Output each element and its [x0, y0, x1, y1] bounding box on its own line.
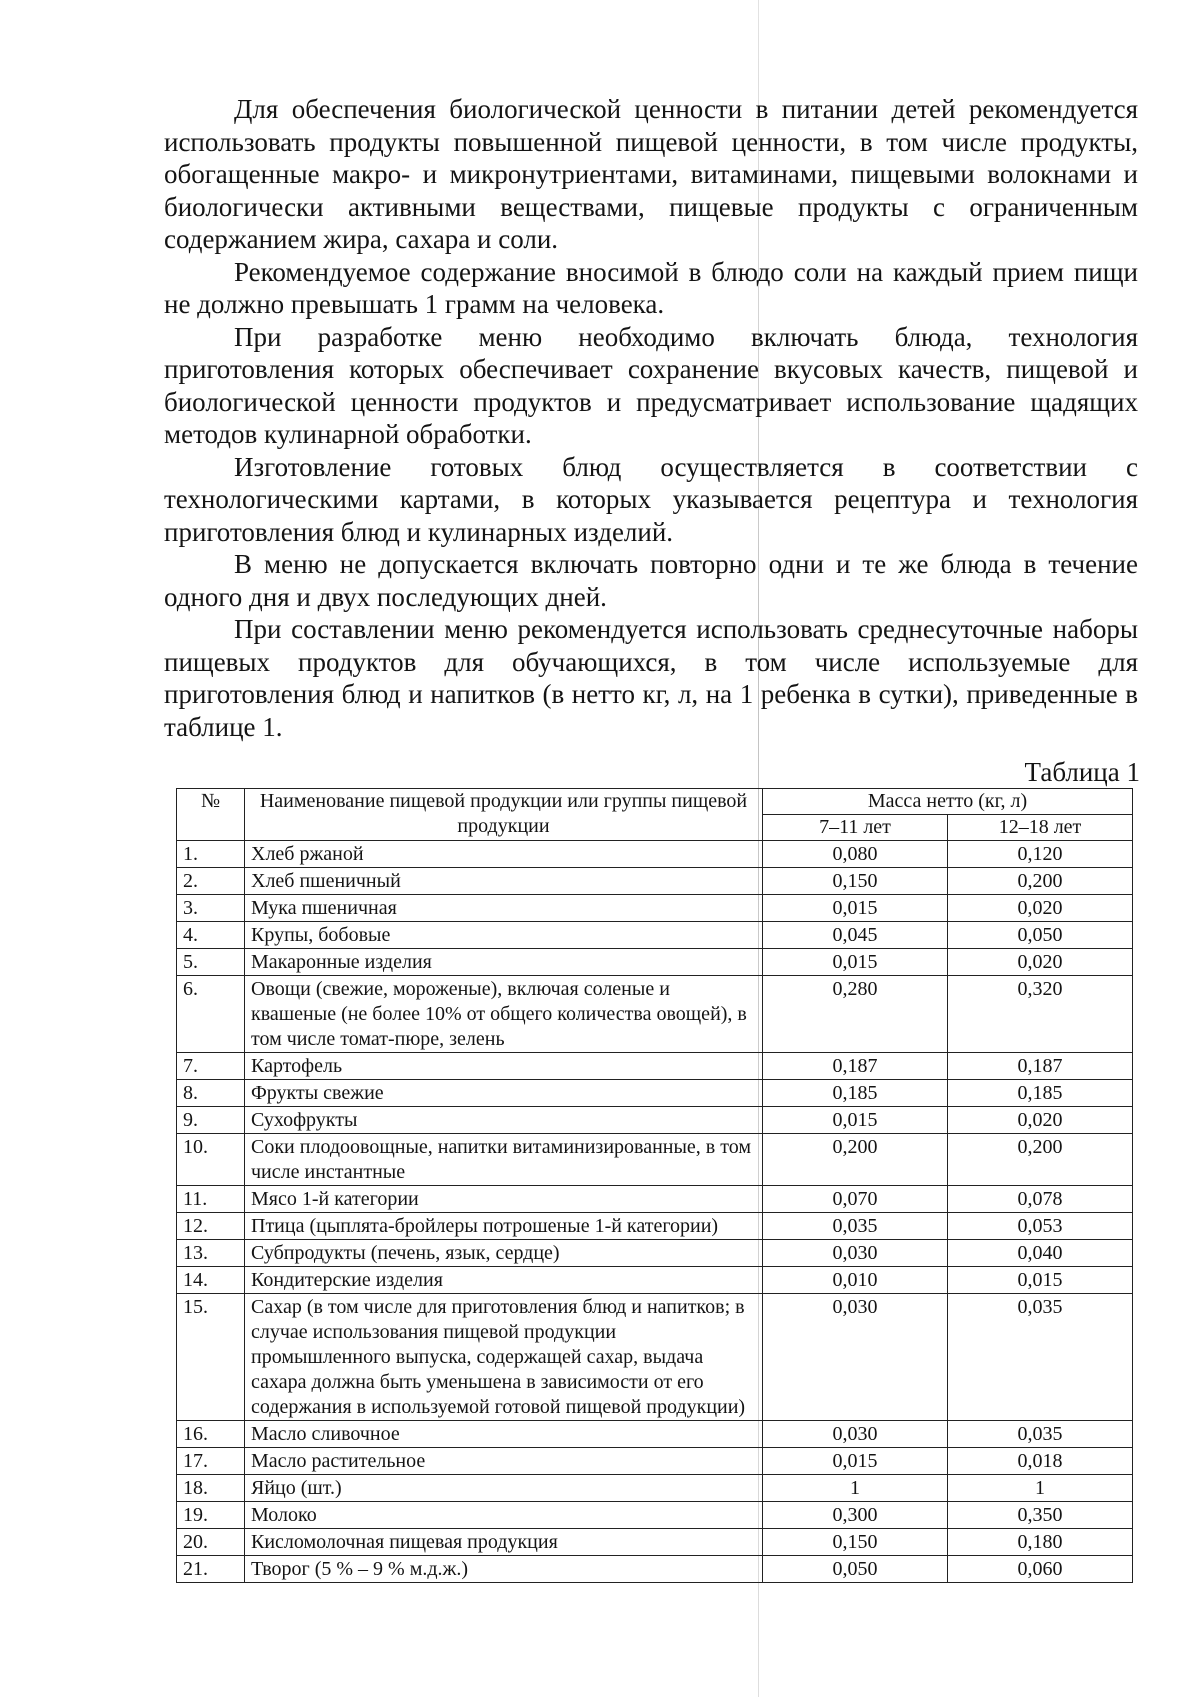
row-number-cell: 20.: [177, 1529, 245, 1556]
product-name-cell: Кондитерские изделия: [245, 1267, 763, 1294]
table-row: [177, 1080, 1133, 1107]
mass-7-11-cell: 0,015: [763, 949, 948, 976]
row-number-cell: 17.: [177, 1448, 245, 1475]
table-header-row: [177, 789, 1133, 815]
table-row: [177, 1053, 1133, 1080]
table-row: [177, 1502, 1133, 1529]
mass-12-18-cell: 0,020: [948, 895, 1133, 922]
paragraph-salt: Рекомендуемое содержание вносимой в блюдо соли на каждый прием пищи не должно превышать 1 грамм на человека.: [164, 256, 1138, 319]
column-header-age-7-11: 7–11 лет: [763, 815, 948, 841]
mass-7-11-cell: 0,150: [763, 868, 948, 895]
row-number-cell: 18.: [177, 1475, 245, 1502]
row-number-cell: 15.: [177, 1294, 245, 1421]
paragraph-no-repeat: В меню не допускается включать повторно одни и те же блюда в течение одного дня и двух последующих дней.: [164, 549, 1138, 612]
column-header-number: №: [177, 789, 245, 841]
table-row: [177, 841, 1133, 868]
product-name-cell: Субпродукты (печень, язык, сердце): [245, 1240, 763, 1267]
column-header-mass: Масса нетто (кг, л): [763, 789, 1133, 815]
mass-12-18-cell: 0,060: [948, 1556, 1133, 1583]
product-name-cell: Фрукты свежие: [245, 1080, 763, 1107]
mass-7-11-cell: 0,015: [763, 1107, 948, 1134]
product-name-cell: Мука пшеничная: [245, 895, 763, 922]
table-row: [177, 1421, 1133, 1448]
mass-7-11-cell: 0,050: [763, 1556, 948, 1583]
paragraph-menu-development: При разработке меню необходимо включать блюда, технология приготовления которых обеспечивает сохранение вкусовых качеств, пищевой и биологической ценности продуктов и предусматривает использование щадящих методов кулинарной обработки.: [164, 321, 1138, 449]
mass-12-18-cell: 0,350: [948, 1502, 1133, 1529]
mass-7-11-cell: 0,045: [763, 922, 948, 949]
row-number-cell: 10.: [177, 1134, 245, 1186]
row-number-cell: 5.: [177, 949, 245, 976]
product-name-cell: Сухофрукты: [245, 1107, 763, 1134]
row-number-cell: 8.: [177, 1080, 245, 1107]
product-name-cell: Хлеб пшеничный: [245, 868, 763, 895]
mass-12-18-cell: 0,187: [948, 1053, 1133, 1080]
row-number-cell: 1.: [177, 841, 245, 868]
mass-12-18-cell: 0,200: [948, 868, 1133, 895]
row-number-cell: 4.: [177, 922, 245, 949]
product-name-cell: Мясо 1-й категории: [245, 1186, 763, 1213]
product-name-cell: Макаронные изделия: [245, 949, 763, 976]
table-row: [177, 1448, 1133, 1475]
table-row: [177, 976, 1133, 1053]
table-row: [177, 1186, 1133, 1213]
table-body: [177, 841, 1133, 1583]
mass-7-11-cell: 0,030: [763, 1421, 948, 1448]
mass-12-18-cell: 0,180: [948, 1529, 1133, 1556]
table-row: [177, 1134, 1133, 1186]
column-header-name: Наименование пищевой продукции или группы пищевой продукции: [245, 789, 763, 841]
product-name-cell: Молоко: [245, 1502, 763, 1529]
row-number-cell: 3.: [177, 895, 245, 922]
product-name-cell: Овощи (свежие, мороженые), включая соленые и квашеные (не более 10% от общего количества овощей), в том числе томат-пюре, зелень: [245, 976, 763, 1053]
mass-12-18-cell: 0,320: [948, 976, 1133, 1053]
row-number-cell: 2.: [177, 868, 245, 895]
table-row: [177, 949, 1133, 976]
mass-12-18-cell: 0,035: [948, 1421, 1133, 1448]
mass-7-11-cell: 0,080: [763, 841, 948, 868]
body-text: [164, 93, 1138, 743]
paragraph-technological-cards: Изготовление готовых блюд осуществляется в соответствии с технологическими картами, в которых указывается рецептура и технология приготовления блюд и кулинарных изделий.: [164, 451, 1138, 547]
table-row: [177, 868, 1133, 895]
mass-12-18-cell: 0,200: [948, 1134, 1133, 1186]
mass-7-11-cell: 0,150: [763, 1529, 948, 1556]
mass-7-11-cell: 0,015: [763, 1448, 948, 1475]
row-number-cell: 21.: [177, 1556, 245, 1583]
table-row: [177, 1294, 1133, 1421]
mass-12-18-cell: 0,078: [948, 1186, 1133, 1213]
product-name-cell: Хлеб ржаной: [245, 841, 763, 868]
mass-12-18-cell: 0,015: [948, 1267, 1133, 1294]
mass-7-11-cell: 0,030: [763, 1294, 948, 1421]
mass-7-11-cell: 0,280: [763, 976, 948, 1053]
mass-7-11-cell: 0,200: [763, 1134, 948, 1186]
product-name-cell: Кисломолочная пищевая продукция: [245, 1529, 763, 1556]
mass-7-11-cell: 0,015: [763, 895, 948, 922]
mass-12-18-cell: 1: [948, 1475, 1133, 1502]
table-row: [177, 1556, 1133, 1583]
mass-12-18-cell: 0,018: [948, 1448, 1133, 1475]
mass-12-18-cell: 0,050: [948, 922, 1133, 949]
table-row: [177, 1107, 1133, 1134]
product-name-cell: Масло сливочное: [245, 1421, 763, 1448]
mass-12-18-cell: 0,053: [948, 1213, 1133, 1240]
row-number-cell: 19.: [177, 1502, 245, 1529]
table-row: [177, 895, 1133, 922]
mass-7-11-cell: 0,030: [763, 1240, 948, 1267]
mass-12-18-cell: 0,185: [948, 1080, 1133, 1107]
table-row: [177, 922, 1133, 949]
row-number-cell: 7.: [177, 1053, 245, 1080]
mass-7-11-cell: 0,187: [763, 1053, 948, 1080]
table-row: [177, 1240, 1133, 1267]
mass-7-11-cell: 0,035: [763, 1213, 948, 1240]
product-name-cell: Сахар (в том числе для приготовления блюд и напитков; в случае использования пищевой продукции промышленного выпуска, содержащей сахар, выдача сахара должна быть уменьшена в зависимости от его содержания в используемой готовой пищевой продукции): [245, 1294, 763, 1421]
product-name-cell: Картофель: [245, 1053, 763, 1080]
table-row: [177, 1267, 1133, 1294]
product-name-cell: Масло растительное: [245, 1448, 763, 1475]
table-row: [177, 1529, 1133, 1556]
product-name-cell: Крупы, бобовые: [245, 922, 763, 949]
row-number-cell: 13.: [177, 1240, 245, 1267]
product-name-cell: Соки плодоовощные, напитки витаминизированные, в том числе инстантные: [245, 1134, 763, 1186]
food-norms-table: [176, 788, 1133, 1583]
row-number-cell: 12.: [177, 1213, 245, 1240]
product-name-cell: Яйцо (шт.): [245, 1475, 763, 1502]
mass-7-11-cell: 0,010: [763, 1267, 948, 1294]
table-row: [177, 1213, 1133, 1240]
mass-12-18-cell: 0,020: [948, 1107, 1133, 1134]
mass-7-11-cell: 1: [763, 1475, 948, 1502]
table-caption: Таблица 1: [1024, 757, 1140, 787]
mass-12-18-cell: 0,035: [948, 1294, 1133, 1421]
mass-7-11-cell: 0,070: [763, 1186, 948, 1213]
paragraph-biological-value: Для обеспечения биологической ценности в питании детей рекомендуется использовать продукты повышенной пищевой ценности, в том числе продукты, обогащенные макро- и микронутриентами, витаминами, пищевыми волокнами и биологически активными веществами, пищевые продукты с ограниченным содержанием жира, сахара и соли.: [164, 94, 1138, 254]
mass-7-11-cell: 0,300: [763, 1502, 948, 1529]
row-number-cell: 11.: [177, 1186, 245, 1213]
row-number-cell: 16.: [177, 1421, 245, 1448]
mass-7-11-cell: 0,185: [763, 1080, 948, 1107]
mass-12-18-cell: 0,040: [948, 1240, 1133, 1267]
column-header-age-12-18: 12–18 лет: [948, 815, 1133, 841]
paragraph-daily-sets: При составлении меню рекомендуется использовать среднесуточные наборы пищевых продуктов для обучающихся, в том числе используемые для приготовления блюд и напитков (в нетто кг, л, на 1 ребенка в сутки), приведенные в таблице 1.: [164, 614, 1138, 742]
row-number-cell: 14.: [177, 1267, 245, 1294]
product-name-cell: Птица (цыплята-бройлеры потрошеные 1-й категории): [245, 1213, 763, 1240]
mass-12-18-cell: 0,120: [948, 841, 1133, 868]
row-number-cell: 6.: [177, 976, 245, 1053]
table-row: [177, 1475, 1133, 1502]
product-name-cell: Творог (5 % – 9 % м.д.ж.): [245, 1556, 763, 1583]
row-number-cell: 9.: [177, 1107, 245, 1134]
mass-12-18-cell: 0,020: [948, 949, 1133, 976]
